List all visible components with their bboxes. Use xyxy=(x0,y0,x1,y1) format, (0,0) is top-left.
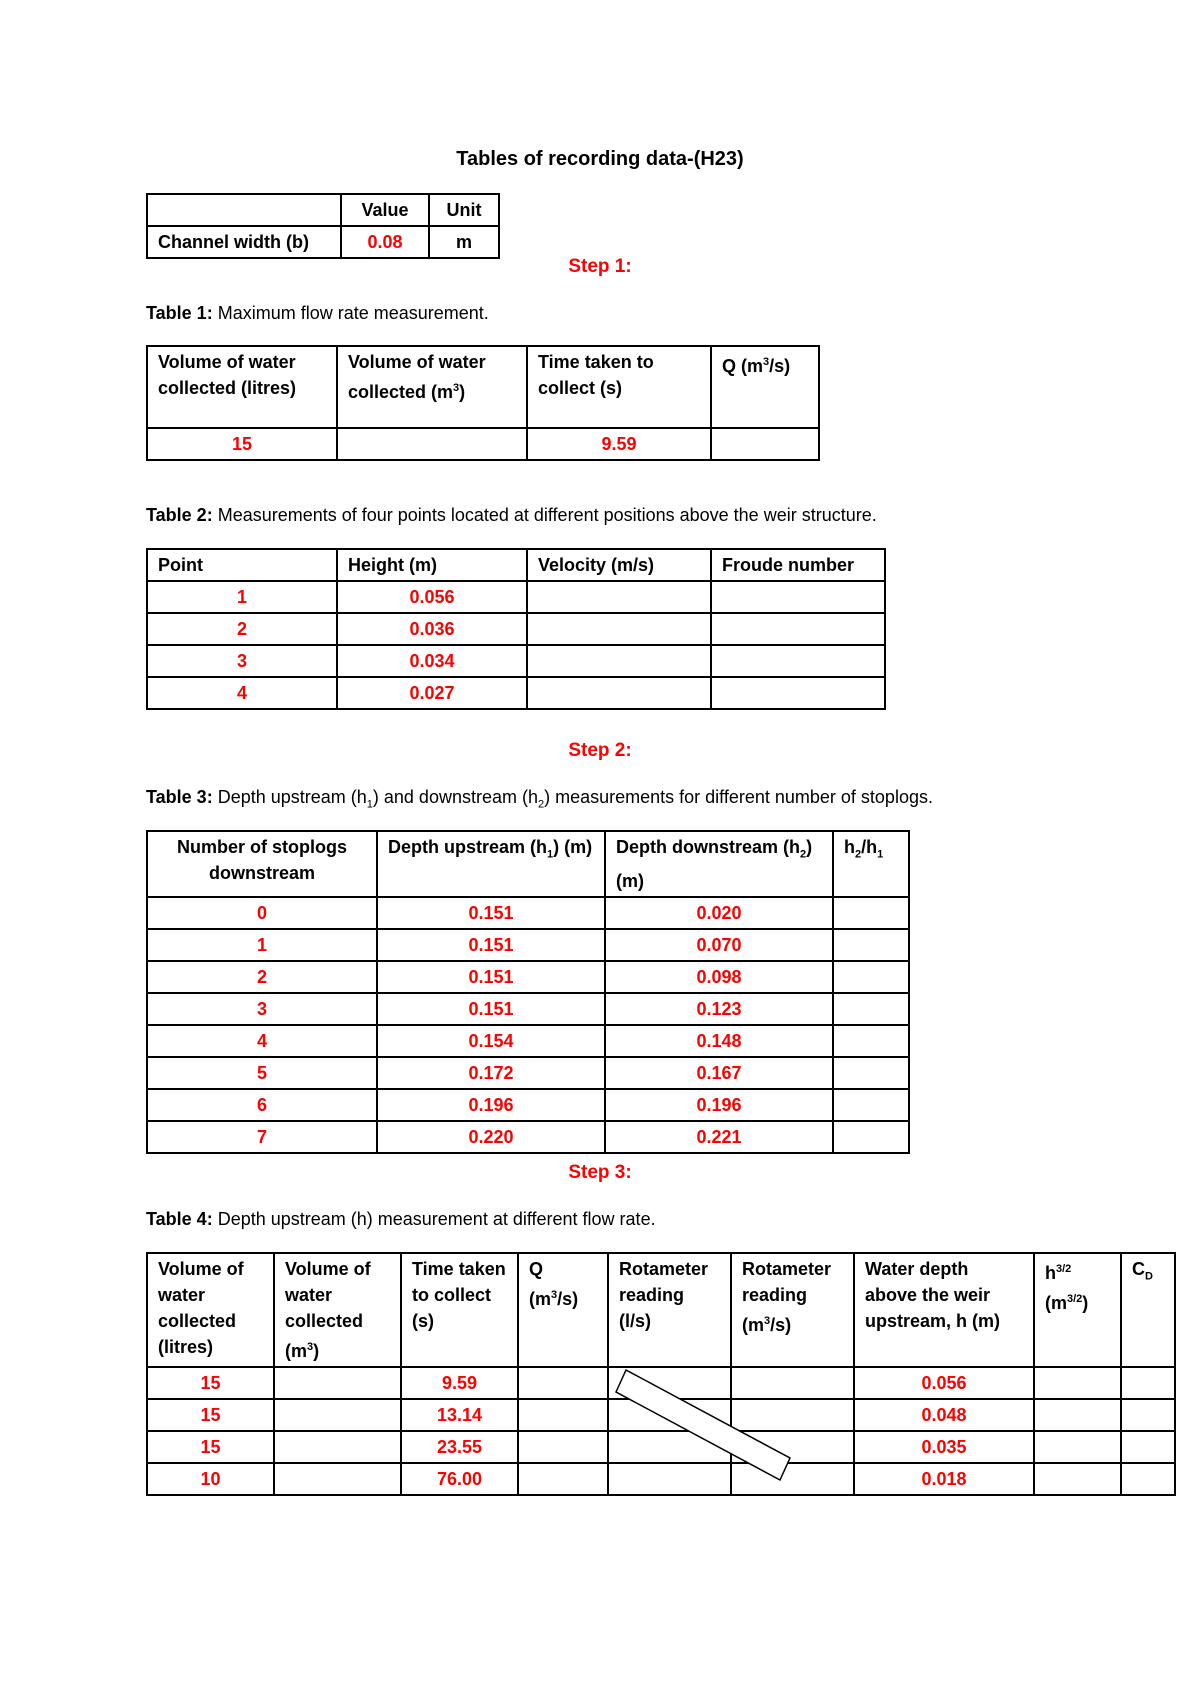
table-1 xyxy=(146,345,820,461)
t4-cell xyxy=(518,1399,608,1431)
t3-cell: 6 xyxy=(147,1089,377,1121)
t2-cell: 0.056 xyxy=(337,581,527,613)
t4-cell xyxy=(1121,1431,1175,1463)
table-row xyxy=(147,677,885,709)
channel-table xyxy=(146,193,500,259)
t4-cell xyxy=(1034,1399,1121,1431)
caption-text: Maximum flow rate measurement. xyxy=(217,303,489,323)
t2-cell: 4 xyxy=(147,677,337,709)
t2-header-point: Point xyxy=(147,549,337,581)
t4-cell: 23.55 xyxy=(401,1431,518,1463)
table-3 xyxy=(146,830,910,1154)
t4-cell: 15 xyxy=(147,1399,274,1431)
table-2 xyxy=(146,548,886,710)
t1-header-time: Time taken to collect (s) xyxy=(527,346,711,428)
caption-label: Table 4: xyxy=(146,1209,213,1229)
t3-cell: 0.154 xyxy=(377,1025,605,1057)
t1-header-volume-m3: Volume of water collected $(m^3)$ xyxy=(337,346,527,428)
t2-header-velocity: Velocity (m/s) xyxy=(527,549,711,581)
t3-cell: 7 xyxy=(147,1121,377,1153)
t3-cell xyxy=(833,1057,909,1089)
t3-cell: 0.151 xyxy=(377,993,605,1025)
table-row xyxy=(147,993,909,1025)
t4-cell xyxy=(274,1463,401,1495)
t4-header-rotameter-ls: Rotameter reading (l/s) xyxy=(608,1253,731,1367)
t2-cell xyxy=(527,581,711,613)
t2-cell: 0.036 xyxy=(337,613,527,645)
t3-cell: 2 xyxy=(147,961,377,993)
t4-cell xyxy=(1034,1463,1121,1495)
t4-cell: 0.018 xyxy=(854,1463,1034,1495)
t4-cell: 13.14 xyxy=(401,1399,518,1431)
t1-cell: 9.59 xyxy=(527,428,711,460)
table-row xyxy=(147,1089,909,1121)
caption-text: Depth upstream (h) measurement at different flow rate. xyxy=(217,1209,656,1229)
table-row xyxy=(147,961,909,993)
t4-cell: 15 xyxy=(147,1431,274,1463)
value-header: Value xyxy=(341,194,429,226)
table-row xyxy=(147,897,909,929)
t2-cell: 0.027 xyxy=(337,677,527,709)
table-2-caption xyxy=(146,505,877,526)
t3-cell: 1 xyxy=(147,929,377,961)
caption-label: Table 2: xyxy=(146,505,213,525)
t2-header-height: Height (m) xyxy=(337,549,527,581)
caption-label: Table 3: xyxy=(146,787,213,807)
step-3-heading: Step 3: xyxy=(568,1162,632,1183)
t4-cell: 76.00 xyxy=(401,1463,518,1495)
channel-width-unit: m xyxy=(429,226,499,258)
caption-text: Measurements of four points located at different positions above the weir structure. xyxy=(217,505,877,525)
t2-cell xyxy=(711,613,885,645)
table-4-caption xyxy=(146,1209,656,1230)
t3-cell xyxy=(833,1025,909,1057)
t4-cell xyxy=(1034,1431,1121,1463)
t3-cell: 0.020 xyxy=(605,897,833,929)
t3-cell: 0.123 xyxy=(605,993,833,1025)
page-title: Tables of recording data-(H23) xyxy=(456,148,744,170)
t4-cell: 15 xyxy=(147,1367,274,1399)
t2-cell xyxy=(527,613,711,645)
empty-cell xyxy=(147,194,341,226)
step-2-heading: Step 2: xyxy=(568,740,632,761)
t4-header-water-depth: Water depth above the weir upstream, h (m) xyxy=(854,1253,1034,1367)
rectangle-outline xyxy=(616,1370,790,1480)
t1-cell: 15 xyxy=(147,428,337,460)
t4-header-volume-m3: Volume of water collected $(m^3)$ xyxy=(274,1253,401,1367)
t4-cell xyxy=(518,1367,608,1399)
t4-cell xyxy=(518,1463,608,1495)
t2-cell: 0.034 xyxy=(337,645,527,677)
t3-cell: 0.151 xyxy=(377,897,605,929)
t3-cell: 0.172 xyxy=(377,1057,605,1089)
table-row xyxy=(147,613,885,645)
t1-header-volume-litres: Volume of water collected (litres) xyxy=(147,346,337,428)
caption-text: Depth upstream $(h_1)$ and downstream $(h_2)$ measurements for different number of stoplogs. xyxy=(217,787,933,811)
t3-header-downstream: Depth downstream $(h_2)$ (m) xyxy=(605,831,833,897)
t3-cell: 0.151 xyxy=(377,929,605,961)
t2-cell: 1 xyxy=(147,581,337,613)
t4-cell: 9.59 xyxy=(401,1367,518,1399)
t3-cell: 0.196 xyxy=(605,1089,833,1121)
table-row xyxy=(147,1057,909,1089)
step-1-heading: Step 1: xyxy=(568,256,632,277)
table-3-caption xyxy=(146,787,933,811)
t2-cell: 3 xyxy=(147,645,337,677)
t3-cell: 0 xyxy=(147,897,377,929)
t3-cell xyxy=(833,961,909,993)
t4-cell: 0.048 xyxy=(854,1399,1034,1431)
channel-width-label: Channel width (b) xyxy=(147,226,341,258)
t3-cell: 0.151 xyxy=(377,961,605,993)
t4-header-q: Q $(m^3/s)$ xyxy=(518,1253,608,1367)
t4-cell xyxy=(274,1367,401,1399)
t4-header-h-pow: $h^{3/2}$ $(m^{3/2})$ xyxy=(1034,1253,1121,1367)
t3-cell: 4 xyxy=(147,1025,377,1057)
t3-cell: 3 xyxy=(147,993,377,1025)
table-row xyxy=(147,1025,909,1057)
t4-cell: 0.056 xyxy=(854,1367,1034,1399)
t3-cell xyxy=(833,1089,909,1121)
tilted-rectangle-shape xyxy=(600,1360,820,1500)
t2-cell xyxy=(527,677,711,709)
t3-cell xyxy=(833,1121,909,1153)
t2-cell: 2 xyxy=(147,613,337,645)
t3-cell xyxy=(833,993,909,1025)
t1-cell xyxy=(337,428,527,460)
t2-cell xyxy=(711,677,885,709)
t4-header-cd: $C_D$ xyxy=(1121,1253,1175,1367)
table-1-caption xyxy=(146,303,489,324)
t2-cell xyxy=(527,645,711,677)
t3-cell: 0.220 xyxy=(377,1121,605,1153)
t4-cell xyxy=(274,1431,401,1463)
table-row xyxy=(147,929,909,961)
t3-cell: 0.221 xyxy=(605,1121,833,1153)
t4-cell: 0.035 xyxy=(854,1431,1034,1463)
t2-cell xyxy=(711,581,885,613)
t3-header-stoplogs: Number of stoplogs downstream xyxy=(147,831,377,897)
table-row xyxy=(147,645,885,677)
t3-cell: 0.196 xyxy=(377,1089,605,1121)
t3-cell: 0.167 xyxy=(605,1057,833,1089)
t4-cell xyxy=(518,1431,608,1463)
t4-header-time: Time taken to collect (s) xyxy=(401,1253,518,1367)
caption-label: Table 1: xyxy=(146,303,213,323)
t4-cell xyxy=(274,1399,401,1431)
table-row xyxy=(147,581,885,613)
t4-cell xyxy=(1121,1399,1175,1431)
table-row xyxy=(147,1121,909,1153)
t4-cell: 10 xyxy=(147,1463,274,1495)
t4-cell xyxy=(1121,1367,1175,1399)
t3-cell: 0.098 xyxy=(605,961,833,993)
t4-cell xyxy=(1121,1463,1175,1495)
t2-header-froude: Froude number xyxy=(711,549,885,581)
t4-header-rotameter-m3s: Rotameter reading $(m^3/s)$ xyxy=(731,1253,854,1367)
unit-header: Unit xyxy=(429,194,499,226)
t3-header-upstream: Depth upstream $(h_1)$ (m) xyxy=(377,831,605,897)
t3-header-ratio: $h_2/h_1$ xyxy=(833,831,909,897)
t3-cell xyxy=(833,897,909,929)
t1-cell xyxy=(711,428,819,460)
channel-width-value: 0.08 xyxy=(341,226,429,258)
t3-cell xyxy=(833,929,909,961)
t1-header-q: Q $(m^3/s)$ xyxy=(711,346,819,428)
t4-cell xyxy=(1034,1367,1121,1399)
t3-cell: 5 xyxy=(147,1057,377,1089)
t4-header-volume-litres: Volume of water collected (litres) xyxy=(147,1253,274,1367)
t2-cell xyxy=(711,645,885,677)
t3-cell: 0.070 xyxy=(605,929,833,961)
t3-cell: 0.148 xyxy=(605,1025,833,1057)
